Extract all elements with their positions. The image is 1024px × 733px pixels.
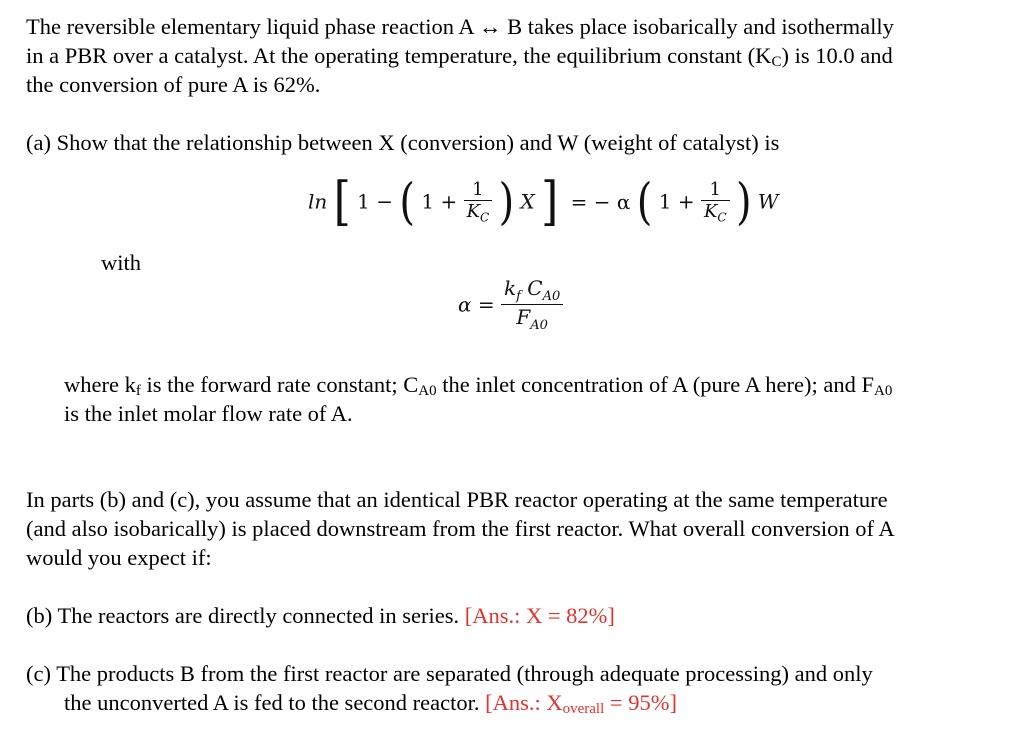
where-paragraph (64, 370, 1014, 428)
part-c-answer: [Ans.: $X_{overall} = 95\%$] (485, 690, 677, 717)
eq-fraction-1-over-kc: $\frac{1}{K_C}$ (464, 179, 493, 225)
part-b-answer: [Ans.: X = 82%] (464, 603, 615, 628)
part-a-statement: (a) Show that the relationship between X (conversion) and W (weight of catalyst) is (26, 130, 780, 155)
with-label: with (101, 250, 142, 275)
intro-line-1: The reversible elementary liquid phase reaction A ↔ B takes place isobarically and isothermally (26, 14, 894, 39)
where-line-2: is the inlet molar flow rate of A. (64, 401, 353, 426)
equation-alpha-definition: α = $\frac{k_f C_{A0}}{F_{A0}}$ (458, 276, 563, 333)
part-c-statement: (c) The products B from the first reactor are separated (through adequate processing) and only the unconverted A is fed to the second reactor. [Ans.: $X_{overall} = 95\%$] (26, 661, 873, 717)
where-line-1: where $k_f$ is the forward rate constant; $C_{A0}$ the inlet concentration of A (pure A here); and $F_{A0}$ (64, 372, 893, 399)
equation-ln-relationship: ln [ 1 − ( 1 + $\frac{1}{K_C}$ ) X ] = − α ( 1 + $\frac{1}{K_C}$ ) W (308, 170, 779, 233)
eq-ln: ln (308, 189, 328, 214)
eq-left-paren: ( (399, 172, 415, 231)
eq-alpha-fraction: $\frac{k_f C_{A0}}{F_{A0}}$ (501, 276, 563, 333)
eq-right-bracket: ] (541, 170, 559, 233)
eq-right-paren: ) (498, 172, 515, 231)
intro-paragraph (26, 12, 1011, 99)
eq-left-bracket: [ (333, 170, 351, 233)
part-b-statement: (b) The reactors are directly connected in series. [Ans.: X = 82%] (26, 603, 615, 628)
parts-bc-paragraph: In parts (b) and (c), you assume that an identical PBR reactor operating at the same temperature (and also isobarically) is placed downstream from the first reactor. What overall conversion of A would you expect if: (26, 487, 895, 570)
intro-line-2: in a PBR over a catalyst. At the operating temperature, the equilibrium constant $(K_C)$ is 10.0 and (26, 43, 893, 70)
intro-line-3: the conversion of pure A is 62%. (26, 72, 321, 97)
